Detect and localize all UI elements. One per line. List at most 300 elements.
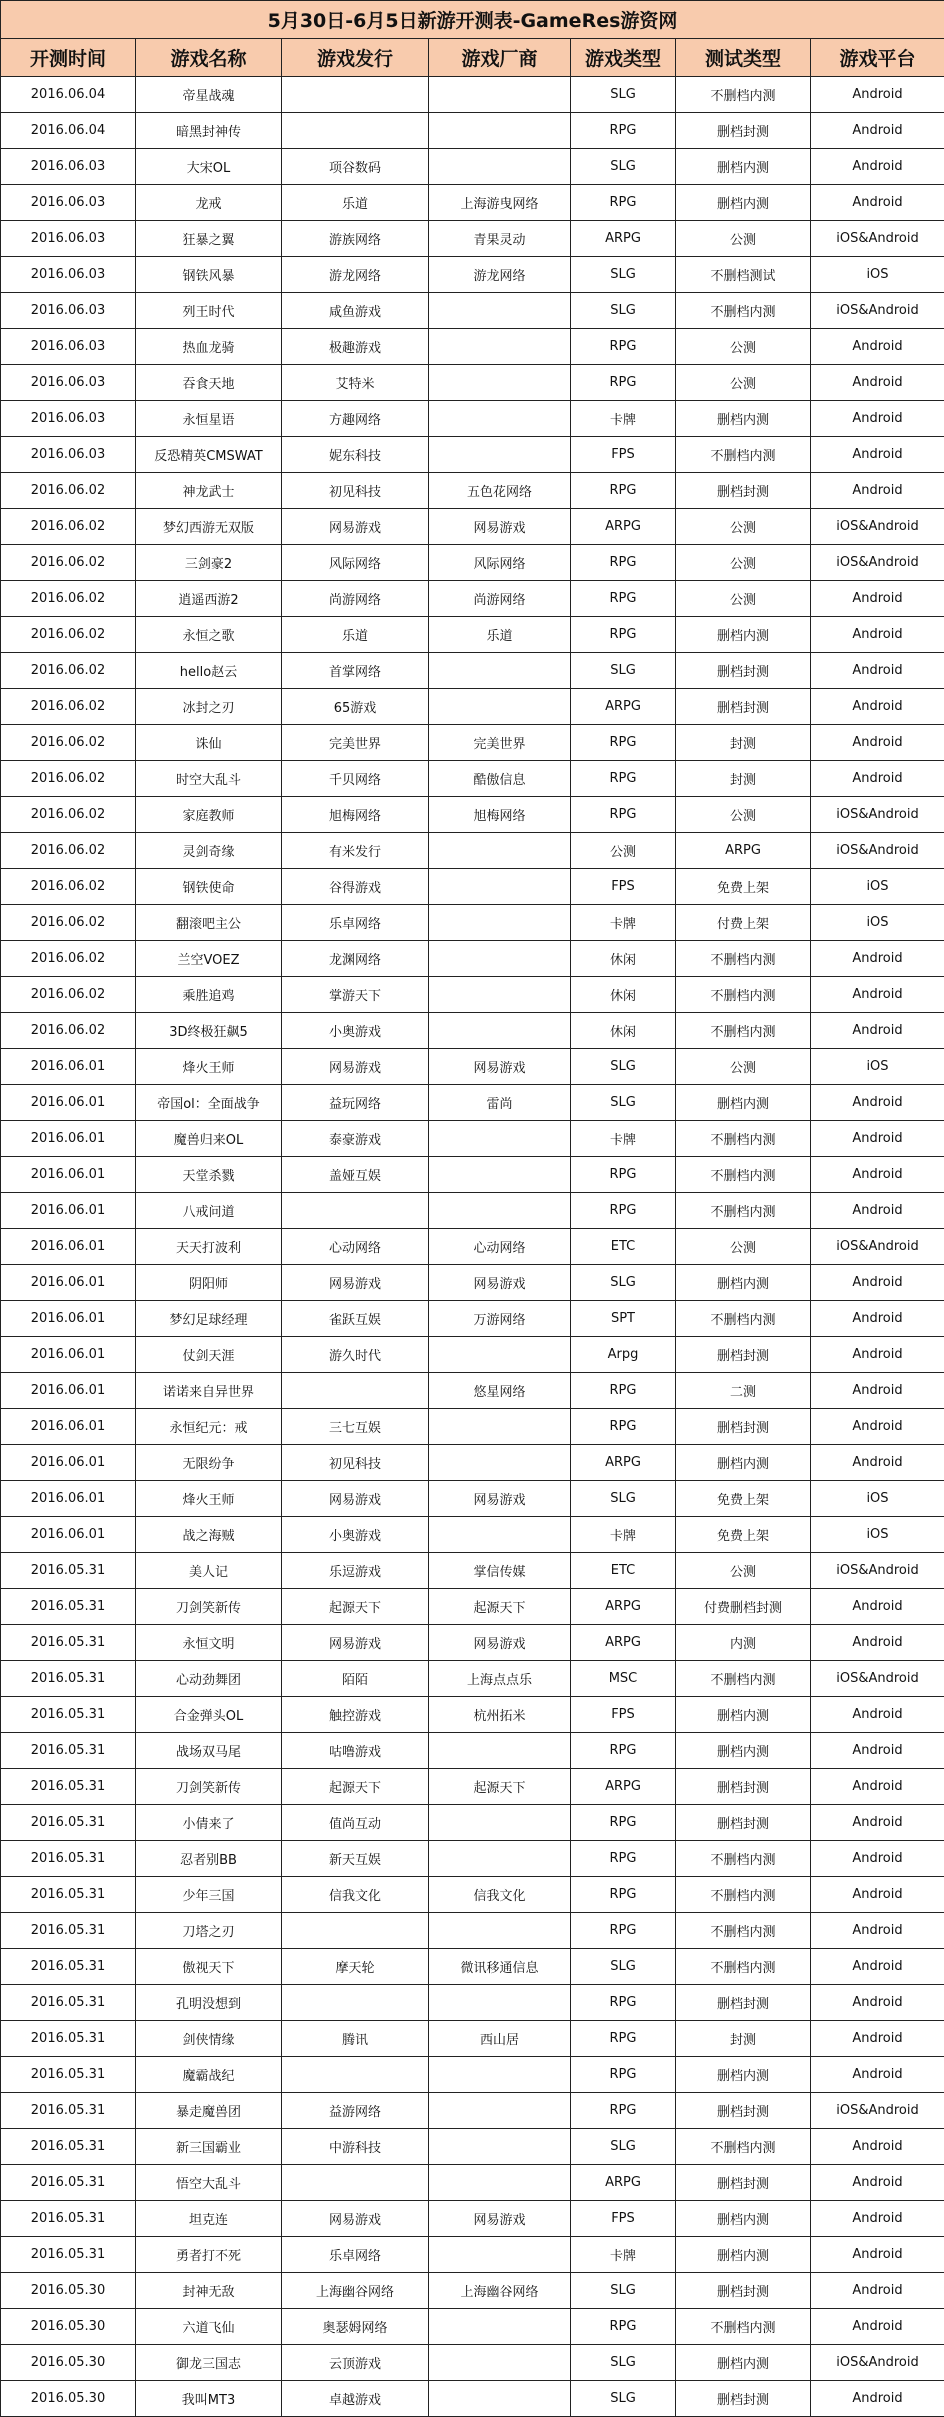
cell-publisher: [282, 113, 429, 149]
cell-developer: [429, 77, 571, 113]
table-row: [1, 581, 944, 617]
cell-developer: [429, 293, 571, 329]
cell-developer: 起源天下: [429, 1589, 571, 1625]
table-row: [1, 545, 944, 581]
cell-developer: [429, 869, 571, 905]
cell-platform: Android: [811, 1373, 944, 1409]
column-header-game-name: 游戏名称: [136, 39, 282, 77]
cell-date: 2016.06.01: [1, 1409, 136, 1445]
cell-platform: Android: [811, 1121, 944, 1157]
cell-test-type: 不删档内测: [676, 77, 811, 113]
cell-genre: RPG: [571, 545, 676, 581]
cell-game-name: 仗剑天涯: [136, 1337, 282, 1373]
cell-genre: 卡牌: [571, 401, 676, 437]
cell-test-type: 不删档内测: [676, 2129, 811, 2165]
cell-publisher: 乐卓网络: [282, 905, 429, 941]
cell-date: 2016.06.01: [1, 1337, 136, 1373]
cell-platform: Android: [811, 1193, 944, 1229]
cell-platform: iOS&Android: [811, 1553, 944, 1589]
cell-publisher: 益玩网络: [282, 1085, 429, 1121]
cell-game-name: 永恒之歌: [136, 617, 282, 653]
cell-developer: 网易游戏: [429, 1049, 571, 1085]
cell-developer: [429, 1841, 571, 1877]
cell-test-type: 删档内测: [676, 1733, 811, 1769]
cell-publisher: 值尚互动: [282, 1805, 429, 1841]
cell-developer: 上海幽谷网络: [429, 2273, 571, 2309]
cell-test-type: 公测: [676, 1049, 811, 1085]
cell-test-type: 不删档内测: [676, 2309, 811, 2345]
cell-genre: RPG: [571, 365, 676, 401]
cell-developer: 完美世界: [429, 725, 571, 761]
cell-date: 2016.06.01: [1, 1445, 136, 1481]
cell-publisher: 触控游戏: [282, 1697, 429, 1733]
cell-date: 2016.06.03: [1, 221, 136, 257]
cell-publisher: [282, 2165, 429, 2201]
cell-developer: [429, 905, 571, 941]
cell-genre: SLG: [571, 2273, 676, 2309]
cell-platform: Android: [811, 2309, 944, 2345]
cell-test-type: 公测: [676, 221, 811, 257]
cell-publisher: 首掌网络: [282, 653, 429, 689]
column-header-genre: 游戏类型: [571, 39, 676, 77]
cell-test-type: 删档内测: [676, 1445, 811, 1481]
table-row: [1, 1841, 944, 1877]
cell-publisher: 乐道: [282, 617, 429, 653]
cell-game-name: 暗黑封神传: [136, 113, 282, 149]
table-row: [1, 1517, 944, 1553]
column-header-platform: 游戏平台: [811, 39, 944, 77]
cell-developer: 微讯移通信息: [429, 1949, 571, 1985]
cell-date: 2016.06.02: [1, 941, 136, 977]
cell-game-name: 六道飞仙: [136, 2309, 282, 2345]
cell-platform: Android: [811, 2273, 944, 2309]
cell-publisher: [282, 1985, 429, 2021]
cell-game-name: 八戒问道: [136, 1193, 282, 1229]
cell-platform: Android: [811, 1949, 944, 1985]
cell-date: 2016.06.01: [1, 1193, 136, 1229]
cell-genre: SLG: [571, 257, 676, 293]
cell-test-type: 公测: [676, 329, 811, 365]
cell-date: 2016.06.03: [1, 401, 136, 437]
cell-game-name: 刀塔之刃: [136, 1913, 282, 1949]
cell-test-type: 删档内测: [676, 617, 811, 653]
cell-test-type: 封测: [676, 2021, 811, 2057]
cell-publisher: 千贝网络: [282, 761, 429, 797]
cell-game-name: 反恐精英CMSWAT: [136, 437, 282, 473]
cell-genre: ARPG: [571, 509, 676, 545]
cell-game-name: 热血龙骑: [136, 329, 282, 365]
cell-date: 2016.05.31: [1, 2237, 136, 2273]
table-title: 5月30日-6月5日新游开测表-GameRes游资网: [1, 1, 944, 39]
cell-developer: [429, 1733, 571, 1769]
cell-developer: [429, 941, 571, 977]
cell-platform: Android: [811, 2201, 944, 2237]
cell-test-type: 不删档内测: [676, 1157, 811, 1193]
cell-game-name: 魔霸战纪: [136, 2057, 282, 2093]
cell-publisher: 谷得游戏: [282, 869, 429, 905]
cell-genre: SLG: [571, 77, 676, 113]
cell-publisher: 云顶游戏: [282, 2345, 429, 2381]
cell-publisher: 中游科技: [282, 2129, 429, 2165]
table-row: [1, 797, 944, 833]
table-row: [1, 1085, 944, 1121]
cell-game-name: 御龙三国志: [136, 2345, 282, 2381]
cell-genre: 休闲: [571, 1013, 676, 1049]
cell-test-type: ARPG: [676, 833, 811, 869]
header-row: [1, 39, 944, 77]
cell-publisher: 泰豪游戏: [282, 1121, 429, 1157]
cell-platform: Android: [811, 1841, 944, 1877]
cell-platform: Android: [811, 1697, 944, 1733]
cell-developer: [429, 653, 571, 689]
cell-game-name: 灵剑奇缘: [136, 833, 282, 869]
cell-platform: Android: [811, 581, 944, 617]
cell-test-type: 删档封测: [676, 1769, 811, 1805]
cell-developer: [429, 2129, 571, 2165]
cell-genre: RPG: [571, 2309, 676, 2345]
cell-publisher: [282, 1913, 429, 1949]
table-row: [1, 977, 944, 1013]
table-row: [1, 257, 944, 293]
cell-platform: Android: [811, 1769, 944, 1805]
cell-platform: iOS&Android: [811, 833, 944, 869]
cell-date: 2016.05.31: [1, 1985, 136, 2021]
cell-date: 2016.06.02: [1, 689, 136, 725]
cell-developer: [429, 2309, 571, 2345]
cell-game-name: 心动劲舞团: [136, 1661, 282, 1697]
cell-developer: 酷傲信息: [429, 761, 571, 797]
table-row: [1, 1733, 944, 1769]
cell-publisher: 龙渊网络: [282, 941, 429, 977]
cell-date: 2016.06.03: [1, 257, 136, 293]
cell-publisher: 小奥游戏: [282, 1013, 429, 1049]
cell-genre: FPS: [571, 1697, 676, 1733]
table-row: [1, 2093, 944, 2129]
cell-date: 2016.05.31: [1, 1769, 136, 1805]
cell-date: 2016.06.01: [1, 1157, 136, 1193]
cell-developer: 网易游戏: [429, 509, 571, 545]
table-row: [1, 1625, 944, 1661]
cell-platform: Android: [811, 761, 944, 797]
cell-game-name: 吞食天地: [136, 365, 282, 401]
table-body: [1, 77, 944, 2417]
cell-date: 2016.06.02: [1, 581, 136, 617]
cell-date: 2016.05.31: [1, 2201, 136, 2237]
cell-genre: RPG: [571, 1157, 676, 1193]
cell-date: 2016.06.03: [1, 149, 136, 185]
table-row: [1, 1697, 944, 1733]
cell-test-type: 删档封测: [676, 689, 811, 725]
cell-developer: [429, 113, 571, 149]
cell-date: 2016.05.31: [1, 1949, 136, 1985]
cell-game-name: 无限纷争: [136, 1445, 282, 1481]
cell-genre: ARPG: [571, 1769, 676, 1805]
cell-game-name: 狂暴之翼: [136, 221, 282, 257]
cell-genre: RPG: [571, 473, 676, 509]
cell-platform: iOS&Android: [811, 221, 944, 257]
cell-publisher: 游久时代: [282, 1337, 429, 1373]
cell-test-type: 删档封测: [676, 1985, 811, 2021]
cell-developer: [429, 833, 571, 869]
cell-game-name: 封神无敌: [136, 2273, 282, 2309]
cell-test-type: 不删档内测: [676, 437, 811, 473]
table-row: [1, 77, 944, 113]
cell-date: 2016.06.04: [1, 113, 136, 149]
cell-platform: Android: [811, 2381, 944, 2417]
cell-game-name: 永恒纪元：戒: [136, 1409, 282, 1445]
cell-game-name: 傲视天下: [136, 1949, 282, 1985]
column-header-date: 开测时间: [1, 39, 136, 77]
cell-test-type: 删档内测: [676, 149, 811, 185]
cell-publisher: 方趣网络: [282, 401, 429, 437]
cell-developer: 青果灵动: [429, 221, 571, 257]
cell-date: 2016.06.03: [1, 185, 136, 221]
cell-genre: RPG: [571, 581, 676, 617]
cell-date: 2016.05.30: [1, 2381, 136, 2417]
cell-platform: Android: [811, 1445, 944, 1481]
cell-date: 2016.06.01: [1, 1121, 136, 1157]
cell-genre: RPG: [571, 1409, 676, 1445]
cell-platform: Android: [811, 401, 944, 437]
cell-publisher: 心动网络: [282, 1229, 429, 1265]
cell-publisher: [282, 1373, 429, 1409]
cell-test-type: 删档内测: [676, 185, 811, 221]
cell-genre: RPG: [571, 2093, 676, 2129]
cell-publisher: 65游戏: [282, 689, 429, 725]
cell-date: 2016.06.01: [1, 1481, 136, 1517]
cell-genre: SLG: [571, 293, 676, 329]
cell-publisher: 上海幽谷网络: [282, 2273, 429, 2309]
cell-test-type: 不删档测试: [676, 257, 811, 293]
table-row: [1, 2273, 944, 2309]
cell-genre: SLG: [571, 2129, 676, 2165]
cell-genre: FPS: [571, 869, 676, 905]
cell-genre: SLG: [571, 2381, 676, 2417]
cell-developer: [429, 1985, 571, 2021]
table-row: [1, 329, 944, 365]
cell-date: 2016.06.02: [1, 725, 136, 761]
cell-game-name: 梦幻西游无双版: [136, 509, 282, 545]
cell-platform: Android: [811, 653, 944, 689]
cell-platform: Android: [811, 617, 944, 653]
cell-developer: [429, 2237, 571, 2273]
cell-game-name: 烽火王师: [136, 1049, 282, 1085]
cell-developer: [429, 2381, 571, 2417]
table-row: [1, 365, 944, 401]
cell-game-name: hello赵云: [136, 653, 282, 689]
cell-test-type: 不删档内测: [676, 941, 811, 977]
cell-genre: RPG: [571, 1985, 676, 2021]
cell-publisher: 咕噜游戏: [282, 1733, 429, 1769]
cell-developer: 信我文化: [429, 1877, 571, 1913]
cell-genre: 休闲: [571, 977, 676, 1013]
cell-date: 2016.05.31: [1, 1589, 136, 1625]
cell-platform: Android: [811, 941, 944, 977]
cell-genre: FPS: [571, 2201, 676, 2237]
cell-platform: Android: [811, 725, 944, 761]
cell-platform: Android: [811, 2165, 944, 2201]
cell-developer: [429, 2165, 571, 2201]
cell-publisher: 初见科技: [282, 473, 429, 509]
cell-publisher: 妮东科技: [282, 437, 429, 473]
cell-date: 2016.06.02: [1, 833, 136, 869]
cell-game-name: 诛仙: [136, 725, 282, 761]
cell-date: 2016.05.31: [1, 1877, 136, 1913]
cell-developer: [429, 329, 571, 365]
cell-platform: Android: [811, 1877, 944, 1913]
cell-test-type: 不删档内测: [676, 1013, 811, 1049]
cell-game-name: 冰封之刃: [136, 689, 282, 725]
cell-date: 2016.06.02: [1, 977, 136, 1013]
cell-publisher: 有米发行: [282, 833, 429, 869]
cell-platform: iOS&Android: [811, 1661, 944, 1697]
table-row: [1, 185, 944, 221]
cell-test-type: 不删档内测: [676, 1301, 811, 1337]
cell-game-name: 勇者打不死: [136, 2237, 282, 2273]
cell-platform: iOS: [811, 1481, 944, 1517]
cell-genre: 卡牌: [571, 2237, 676, 2273]
table-row: [1, 1337, 944, 1373]
cell-date: 2016.05.31: [1, 1805, 136, 1841]
table-row: [1, 2021, 944, 2057]
cell-test-type: 不删档内测: [676, 1661, 811, 1697]
cell-developer: [429, 1157, 571, 1193]
cell-game-name: 战之海贼: [136, 1517, 282, 1553]
cell-developer: [429, 2093, 571, 2129]
cell-test-type: 免费上架: [676, 1517, 811, 1553]
cell-publisher: 尚游网络: [282, 581, 429, 617]
cell-publisher: 完美世界: [282, 725, 429, 761]
cell-test-type: 公测: [676, 1553, 811, 1589]
cell-test-type: 不删档内测: [676, 293, 811, 329]
cell-platform: Android: [811, 2057, 944, 2093]
cell-platform: Android: [811, 1301, 944, 1337]
cell-developer: 旭梅网络: [429, 797, 571, 833]
cell-developer: [429, 1445, 571, 1481]
cell-test-type: 删档内测: [676, 1697, 811, 1733]
table-row: [1, 293, 944, 329]
cell-game-name: 忍者别BB: [136, 1841, 282, 1877]
cell-developer: [429, 1013, 571, 1049]
table-row: [1, 2309, 944, 2345]
table-row: [1, 473, 944, 509]
cell-test-type: 删档内测: [676, 2057, 811, 2093]
cell-test-type: 封测: [676, 761, 811, 797]
cell-date: 2016.05.31: [1, 1841, 136, 1877]
cell-genre: Arpg: [571, 1337, 676, 1373]
table-row: [1, 2237, 944, 2273]
cell-platform: Android: [811, 2129, 944, 2165]
cell-test-type: 删档内测: [676, 401, 811, 437]
cell-platform: iOS: [811, 1517, 944, 1553]
cell-test-type: 不删档内测: [676, 977, 811, 1013]
cell-genre: 公测: [571, 833, 676, 869]
cell-date: 2016.06.01: [1, 1373, 136, 1409]
cell-publisher: 乐卓网络: [282, 2237, 429, 2273]
cell-test-type: 免费上架: [676, 869, 811, 905]
cell-date: 2016.05.31: [1, 2165, 136, 2201]
cell-game-name: 剑侠情缘: [136, 2021, 282, 2057]
cell-developer: [429, 1193, 571, 1229]
cell-genre: RPG: [571, 1877, 676, 1913]
cell-game-name: 小倩来了: [136, 1805, 282, 1841]
cell-developer: 乐道: [429, 617, 571, 653]
cell-game-name: 刀剑笑新传: [136, 1589, 282, 1625]
column-header-test-type: 测试类型: [676, 39, 811, 77]
table-row: [1, 221, 944, 257]
cell-test-type: 公测: [676, 545, 811, 581]
cell-game-name: 天天打波利: [136, 1229, 282, 1265]
cell-date: 2016.06.02: [1, 869, 136, 905]
cell-test-type: 删档内测: [676, 1085, 811, 1121]
cell-genre: SLG: [571, 1049, 676, 1085]
cell-platform: Android: [811, 1805, 944, 1841]
table-row: [1, 149, 944, 185]
cell-publisher: 网易游戏: [282, 1265, 429, 1301]
cell-publisher: 起源天下: [282, 1769, 429, 1805]
table-row: [1, 1589, 944, 1625]
cell-platform: Android: [811, 437, 944, 473]
cell-test-type: 删档内测: [676, 2201, 811, 2237]
cell-date: 2016.06.02: [1, 617, 136, 653]
cell-developer: [429, 1913, 571, 1949]
cell-developer: 万游网络: [429, 1301, 571, 1337]
cell-genre: ARPG: [571, 689, 676, 725]
cell-platform: Android: [811, 1409, 944, 1445]
cell-developer: 网易游戏: [429, 1625, 571, 1661]
cell-genre: RPG: [571, 1193, 676, 1229]
cell-developer: 雷尚: [429, 1085, 571, 1121]
cell-test-type: 公测: [676, 509, 811, 545]
cell-platform: iOS&Android: [811, 509, 944, 545]
table-row: [1, 1193, 944, 1229]
cell-game-name: 神龙武士: [136, 473, 282, 509]
table-row: [1, 1877, 944, 1913]
cell-publisher: 游龙网络: [282, 257, 429, 293]
cell-publisher: 三七互娱: [282, 1409, 429, 1445]
cell-genre: RPG: [571, 329, 676, 365]
table-row: [1, 1301, 944, 1337]
cell-developer: [429, 2057, 571, 2093]
cell-test-type: 删档封测: [676, 2273, 811, 2309]
cell-platform: Android: [811, 2021, 944, 2057]
cell-developer: [429, 149, 571, 185]
cell-genre: RPG: [571, 2057, 676, 2093]
cell-developer: 杭州拓米: [429, 1697, 571, 1733]
cell-test-type: 付费上架: [676, 905, 811, 941]
cell-test-type: 删档封测: [676, 653, 811, 689]
cell-publisher: 网易游戏: [282, 2201, 429, 2237]
cell-game-name: 悟空大乱斗: [136, 2165, 282, 2201]
cell-developer: 游龙网络: [429, 257, 571, 293]
table-row: [1, 1805, 944, 1841]
table-row: [1, 2165, 944, 2201]
cell-publisher: 游族网络: [282, 221, 429, 257]
cell-date: 2016.05.31: [1, 1913, 136, 1949]
cell-developer: 悠星网络: [429, 1373, 571, 1409]
cell-date: 2016.06.02: [1, 905, 136, 941]
cell-genre: SPT: [571, 1301, 676, 1337]
cell-genre: 休闲: [571, 941, 676, 977]
cell-date: 2016.05.31: [1, 1625, 136, 1661]
table-row: [1, 1229, 944, 1265]
cell-genre: RPG: [571, 1841, 676, 1877]
cell-genre: SLG: [571, 2345, 676, 2381]
cell-platform: Android: [811, 473, 944, 509]
cell-genre: ETC: [571, 1553, 676, 1589]
cell-developer: 起源天下: [429, 1769, 571, 1805]
cell-developer: 心动网络: [429, 1229, 571, 1265]
